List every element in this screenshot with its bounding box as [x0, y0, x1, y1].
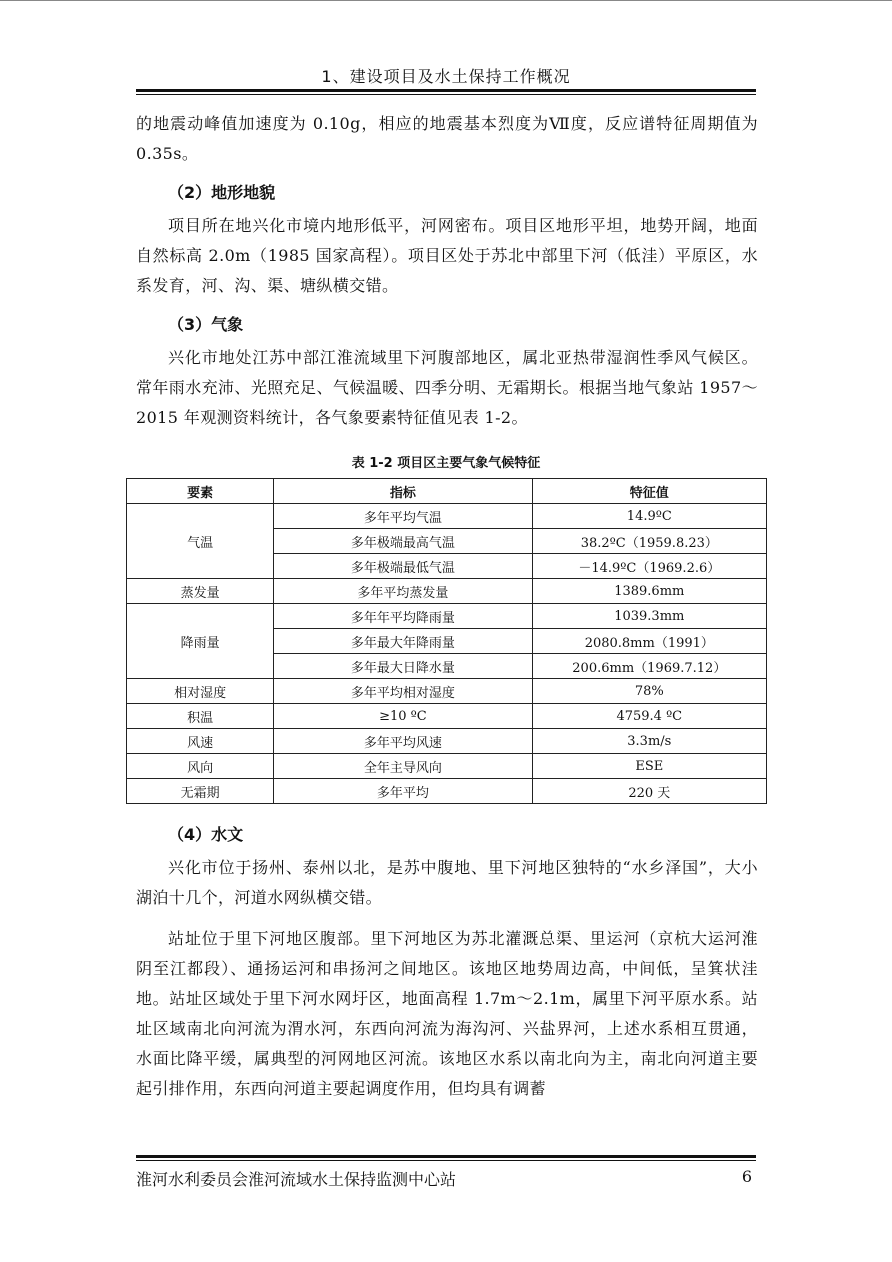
value-cell: ESE: [532, 754, 766, 779]
value-cell: －14.9ºC（1969.2.6）: [532, 554, 766, 579]
header-indicator: 指标: [274, 479, 532, 504]
footer-organization: 淮河水利委员会淮河流域水土保持监测中心站: [136, 1170, 457, 1189]
table-header-row: [127, 479, 767, 504]
value-cell: 220 天: [532, 779, 766, 804]
indicator-cell: ≥10 ºC: [274, 704, 532, 729]
page-number: 6: [741, 1167, 752, 1186]
value-cell: 78%: [532, 679, 766, 704]
table-row: [127, 779, 767, 804]
paragraph-landform: 项目所在地兴化市境内地形低平，河网密布。项目区地形平坦，地势开阔，地面自然标高 2.0m（1985 国家高程）。项目区处于苏北中部里下河（低洼）平原区，水系发育，河、沟、渠、塘纵横交错。: [136, 216, 758, 295]
paragraph-seismic: 的地震动峰值加速度为 0.10g，相应的地震基本烈度为Ⅶ度，反应谱特征周期值为 0.35s。: [136, 114, 758, 163]
indicator-cell: 多年年平均降雨量: [274, 604, 532, 629]
table-row: [127, 704, 767, 729]
element-cell: 气温: [127, 504, 274, 579]
paragraph-climate: 兴化市地处江苏中部江淮流域里下河腹部地区，属北亚热带湿润性季风气候区。常年雨水充沛、光照充足、气候温暖、四季分明、无霜期长。根据当地气象站 1957～2015 年观测资料统计，各气象要素特征值见表 1-2。: [136, 348, 758, 427]
indicator-cell: 多年平均相对湿度: [274, 679, 532, 704]
value-cell: 1039.3mm: [532, 604, 766, 629]
paragraph-hydrology-1: 兴化市位于扬州、泰州以北，是苏中腹地、里下河地区独特的“水乡泽国”，大小湖泊十几个，河道水网纵横交错。: [136, 858, 758, 907]
indicator-cell: 多年最大年降雨量: [274, 629, 532, 654]
header-element: 要素: [127, 479, 274, 504]
element-cell: 无霜期: [127, 779, 274, 804]
indicator-cell: 多年平均: [274, 779, 532, 804]
indicator-cell: 多年平均风速: [274, 729, 532, 754]
indicator-cell: 多年极端最高气温: [274, 529, 532, 554]
heading-landform: （2）地形地貌: [168, 183, 276, 202]
value-cell: 1389.6mm: [532, 579, 766, 604]
table-row: [127, 579, 767, 604]
indicator-cell: 多年极端最低气温: [274, 554, 532, 579]
table-row: [127, 504, 767, 529]
value-cell: 200.6mm（1969.7.12）: [532, 654, 766, 679]
value-cell: 14.9ºC: [532, 504, 766, 529]
element-cell: 风向: [127, 754, 274, 779]
header-rule-thin: [136, 94, 756, 95]
header-value: 特征值: [532, 479, 766, 504]
element-cell: 蒸发量: [127, 579, 274, 604]
table-row: [127, 604, 767, 629]
page-top-border: [0, 0, 892, 1]
header-rule-thick: [136, 89, 756, 92]
indicator-cell: 多年平均蒸发量: [274, 579, 532, 604]
table-row: [127, 754, 767, 779]
value-cell: 38.2ºC（1959.8.23）: [532, 529, 766, 554]
element-cell: 风速: [127, 729, 274, 754]
value-cell: 3.3m/s: [532, 729, 766, 754]
element-cell: 积温: [127, 704, 274, 729]
value-cell: 4759.4 ºC: [532, 704, 766, 729]
heading-hydrology: （4）水文: [168, 825, 244, 844]
table-caption: 表 1-2 项目区主要气象气候特征: [351, 456, 541, 471]
value-cell: 2080.8mm（1991）: [532, 629, 766, 654]
indicator-cell: 多年平均气温: [274, 504, 532, 529]
element-cell: 相对湿度: [127, 679, 274, 704]
element-cell: 降雨量: [127, 604, 274, 679]
indicator-cell: 多年最大日降水量: [274, 654, 532, 679]
paragraph-hydrology-2: 站址位于里下河地区腹部。里下河地区为苏北灌溉总渠、里运河（京杭大运河淮阴至江都段）、通扬运河和串扬河之间地区。该地区地势周边高，中间低，呈箕状洼地。站址区域处于里下河水网圩区，地面高程 1.7m～2.1m，属里下河平原水系。站址区域南北向河流为渭水河，东西向河流为海沟河、兴盐界河，上述水系相互贯通，水面比降平缓，属典型的河网地区河流。该地区水系以南北向为主，南北向河道主要起引排作用，东西向河道主要起调度作用，但均具有调蓄: [136, 929, 758, 1098]
running-header: 1、建设项目及水土保持工作概况: [321, 67, 571, 86]
table-row: [127, 729, 767, 754]
table-row: [127, 679, 767, 704]
footer-rule-thick: [136, 1155, 756, 1158]
indicator-cell: 全年主导风向: [274, 754, 532, 779]
footer-rule-thin: [136, 1160, 756, 1161]
heading-climate: （3）气象: [168, 315, 244, 334]
climate-table: [126, 478, 767, 804]
